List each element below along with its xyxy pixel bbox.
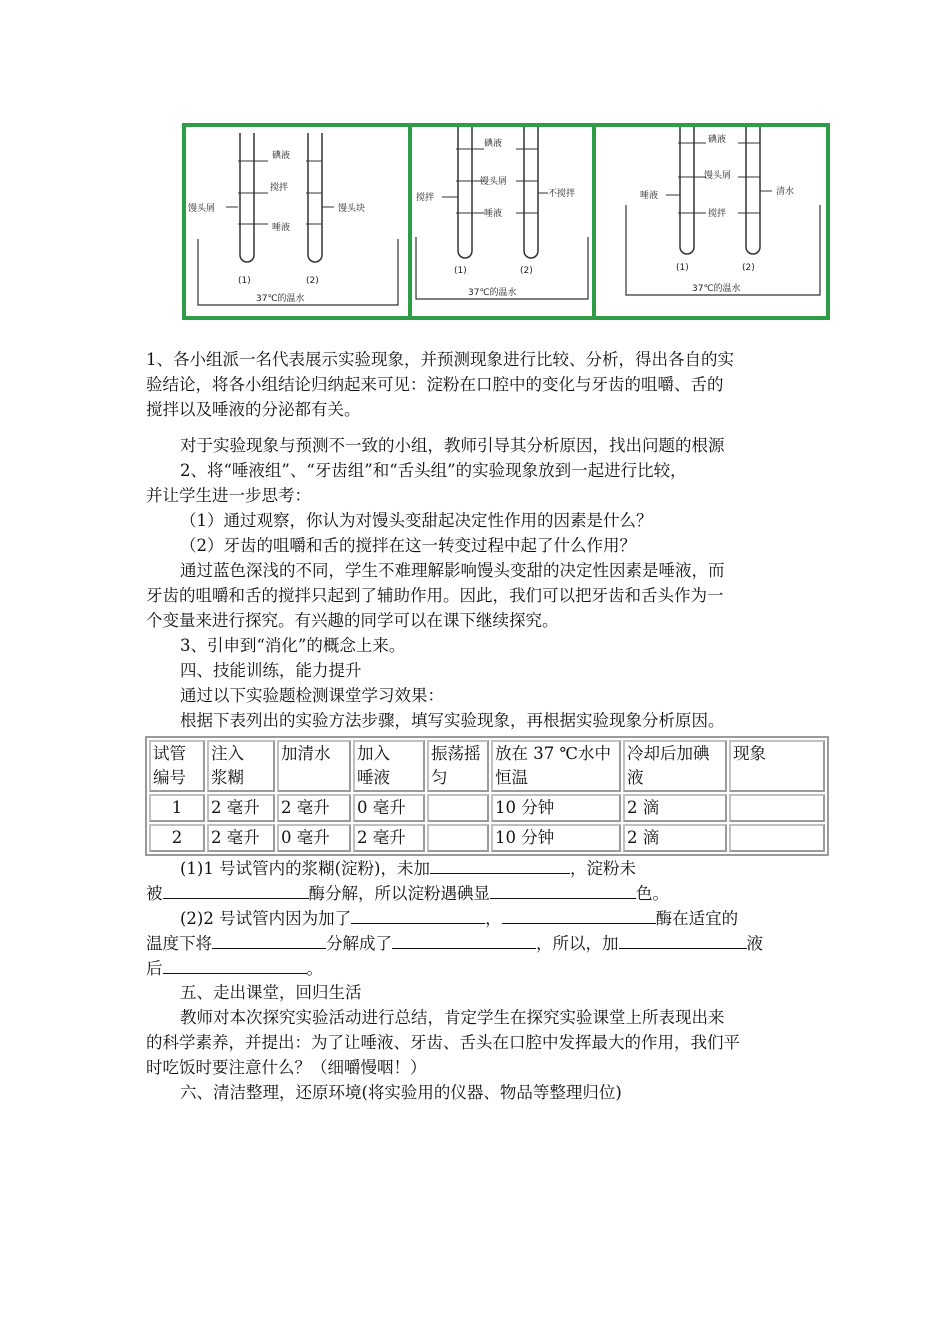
section-4-heading: 四、技能训练，能力提升 [180, 661, 362, 680]
answer-blank[interactable] [351, 906, 485, 924]
paragraph-2: 对于实验现象与预测不一致的小组，教师引导其分析原因，找出问题的根源 [180, 436, 725, 455]
paragraph-1-line-3: 搅拌以及唾液的分泌都有关。 [146, 400, 361, 419]
header-cell: 冷却后加碘 液 [623, 740, 727, 792]
table-cell: 10 分钟 [491, 794, 621, 822]
paragraph-3-line-1: 2、将“唾液组”、“牙齿组”和“舌头组”的实验现象放到一起进行比较， [180, 461, 687, 480]
table-cell [427, 824, 489, 852]
table-cell: 2 毫升 [353, 824, 425, 852]
table-cell [729, 794, 825, 822]
fill-text: 。 [306, 959, 323, 978]
experiment-panel-2 [412, 127, 592, 316]
tube-2-label: (2) [742, 263, 755, 273]
answer-blank[interactable] [619, 931, 747, 949]
tube-1-label: (1) [454, 266, 467, 276]
label-stir: 搅拌 [416, 193, 435, 203]
paragraph-8-line-3: 时吃饭时要注意什么？（细嚼慢咽！） [146, 1058, 427, 1077]
label-crumbs: 馒头屑 [704, 171, 732, 181]
label-stir: 搅拌 [270, 183, 289, 193]
header-cell: 注入 浆糊 [207, 740, 275, 792]
tube-1-label: (1) [676, 263, 689, 273]
paragraph-8-line-2: 的科学素养，并提出：为了让唾液、牙齿、舌头在口腔中发挥最大的作用，我们平 [146, 1033, 740, 1052]
table-cell: 2 毫升 [207, 824, 275, 852]
tube-1-label: (1) [238, 276, 251, 286]
water-label: 37℃的温水 [256, 294, 305, 304]
answer-blank[interactable] [392, 931, 536, 949]
paragraph-4-line-1: 通过蓝色深浅的不同，学生不难理解影响馒头变甜的决定性因素是唾液，而 [180, 561, 725, 580]
label-iodine: 碘液 [708, 135, 727, 145]
fill-line-1 [180, 856, 636, 881]
fill-text: (1)1 号试管内的浆糊(淀粉)，未加 [180, 859, 430, 878]
fill-text: 色。 [636, 884, 669, 903]
table-cell: 2 滴 [623, 794, 727, 822]
header-cell: 现象 [729, 740, 825, 792]
question-1: （1）通过观察，你认为对馒头变甜起决定性作用的因素是什么？ [180, 511, 653, 530]
fill-text: 后 [146, 959, 163, 978]
label-stir: 搅拌 [708, 209, 727, 219]
answer-blank[interactable] [163, 956, 307, 974]
label-saliva: 唾液 [484, 209, 503, 219]
tube-2-label: (2) [306, 276, 319, 286]
fill-text: (2)2 号试管内因为加了 [180, 909, 352, 928]
table-cell: 2 毫升 [277, 794, 351, 822]
table-cell [427, 794, 489, 822]
fill-text: 被 [146, 884, 163, 903]
header-cell: 加清水 [277, 740, 351, 792]
fill-text: 酶在适宜的 [655, 909, 739, 928]
table-row [149, 824, 825, 852]
label-water: 清水 [776, 187, 795, 197]
table-cell: 10 分钟 [491, 824, 621, 852]
question-2: （2）牙齿的咀嚼和舌的搅拌在这一转变过程中起了什么作用？ [180, 536, 636, 555]
fill-text: ，淀粉未 [570, 859, 636, 878]
table-cell: 2 滴 [623, 824, 727, 852]
answer-blank[interactable] [430, 856, 570, 874]
fill-line-5 [146, 956, 323, 981]
table-cell: 2 毫升 [207, 794, 275, 822]
label-saliva: 唾液 [640, 191, 659, 201]
tube-2-label: (2) [520, 266, 533, 276]
table-cell: 0 毫升 [277, 824, 351, 852]
fill-text: 酶分解，所以淀粉遇碘显 [308, 884, 490, 903]
table-header-row [149, 740, 825, 792]
experiment-panel-1 [186, 127, 408, 316]
label-crumbs: 馒头屑 [188, 204, 216, 214]
table-row [149, 794, 825, 822]
paragraph-5: 3、引申到“消化”的概念上来。 [180, 636, 406, 655]
table-cell [729, 824, 825, 852]
section-5-heading: 五、走出课堂，回归生活 [180, 983, 362, 1002]
header-cell: 放在 37 ℃水中 恒温 [491, 740, 621, 792]
paragraph-1-line-1: 1、各小组派一名代表展示实验现象，并预测现象进行比较、分析，得出各自的实 [146, 350, 734, 369]
fill-text: ，所以，加 [536, 934, 619, 953]
header-cell: 振荡摇 匀 [427, 740, 489, 792]
paragraph-6: 通过以下实验题检测课堂学习效果： [180, 686, 444, 705]
fill-text: 温度下将 [146, 934, 212, 953]
table-cell: 2 [149, 824, 205, 852]
fill-line-3 [180, 906, 738, 931]
label-no-stir: 不搅拌 [548, 189, 576, 199]
fill-text: 分解成了 [326, 934, 392, 953]
label-iodine: 碘液 [484, 139, 503, 149]
paragraph-3-line-2: 并让学生进一步思考： [146, 486, 311, 505]
header-cell: 加入 唾液 [353, 740, 425, 792]
table-cell: 0 毫升 [353, 794, 425, 822]
header-cell: 试管 编号 [149, 740, 205, 792]
table-cell: 1 [149, 794, 205, 822]
paragraph-1-line-2: 验结论，将各小组结论归纳起来可见：淀粉在口腔中的变化与牙齿的咀嚼、舌的 [146, 375, 724, 394]
paragraph-8-line-1: 教师对本次探究实验活动进行总结，肯定学生在探究实验课堂上所表现出来 [180, 1008, 725, 1027]
fill-text: ， [485, 909, 502, 928]
section-6-heading: 六、清洁整理，还原环境(将实验用的仪器、物品等整理归位) [180, 1083, 622, 1102]
water-label: 37℃的温水 [468, 288, 517, 298]
fill-line-2 [146, 881, 669, 906]
fill-line-4 [146, 931, 763, 956]
water-label: 37℃的温水 [692, 284, 741, 294]
answer-blank[interactable] [502, 906, 656, 924]
label-crumbs: 馒头屑 [480, 177, 508, 187]
label-block: 馒头块 [338, 204, 366, 214]
experiment-panel-3 [596, 127, 826, 316]
fill-text: 液 [746, 934, 763, 953]
paragraph-4-line-2: 牙齿的咀嚼和舌的搅拌只起到了辅助作用。因此，我们可以把牙齿和舌头作为一 [146, 586, 724, 605]
answer-blank[interactable] [490, 881, 636, 899]
experiment-figure [182, 123, 830, 320]
label-saliva: 唾液 [272, 223, 291, 233]
answer-blank[interactable] [212, 931, 326, 949]
paragraph-4-line-3: 个变量来进行探究。有兴趣的同学可以在课下继续探究。 [146, 611, 559, 630]
experiment-table [145, 736, 829, 856]
label-iodine: 碘液 [272, 151, 291, 161]
answer-blank[interactable] [163, 881, 309, 899]
paragraph-7: 根据下表列出的实验方法步骤，填写实验现象，再根据实验现象分析原因。 [180, 711, 725, 730]
